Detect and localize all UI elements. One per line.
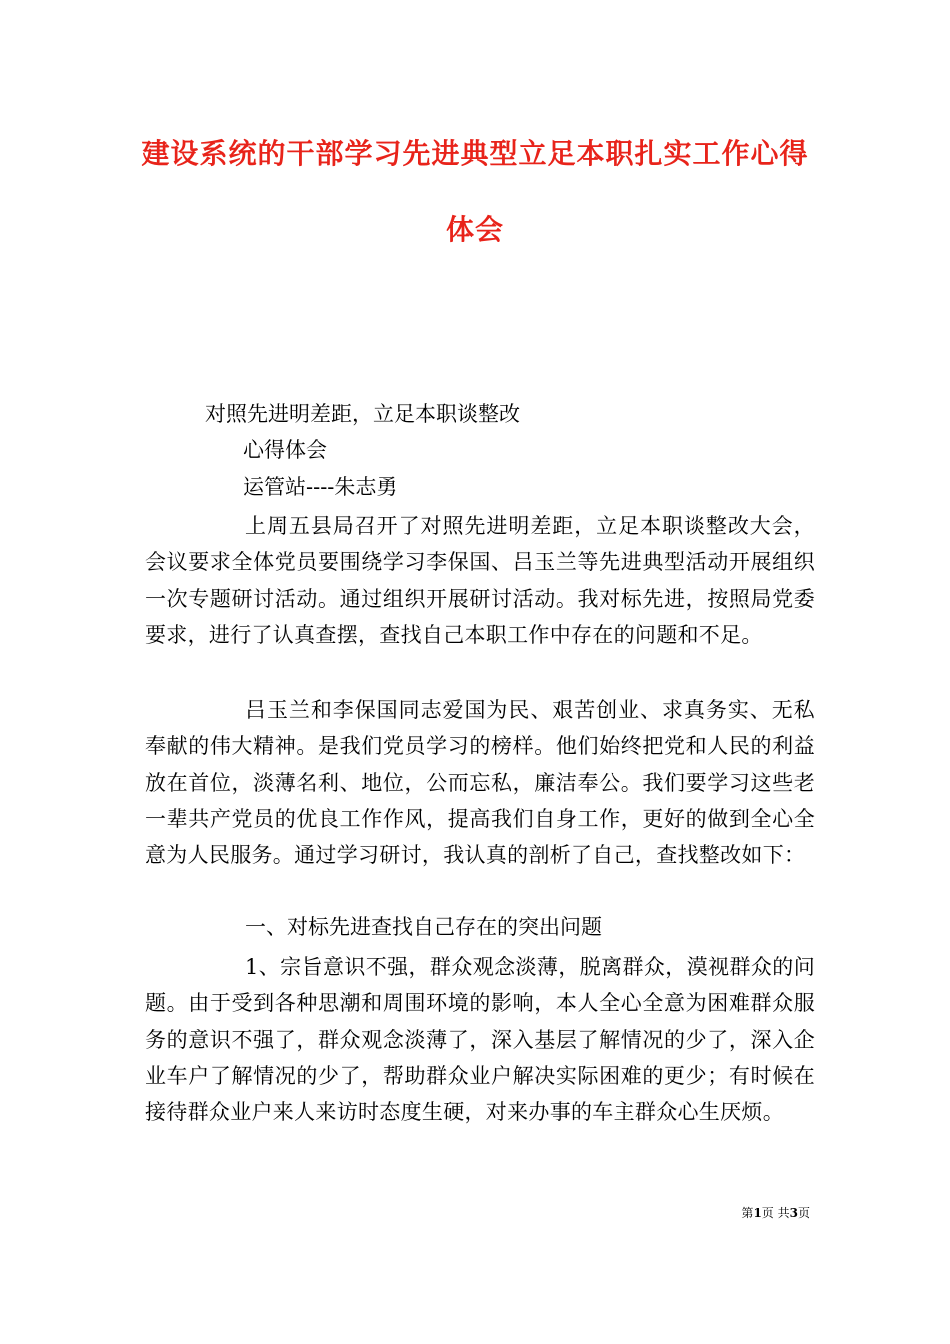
document-title-line-1: 建设系统的干部学习先进典型立足本职扎实工作心得 [141, 137, 809, 170]
paragraph-2: 吕玉兰和李保国同志爱国为民、艰苦创业、求真务实、无私奉献的伟大精神。是我们党员学习的榜样。他们始终把党和人民的利益放在首位，淡薄名利、地位，公而忘私，廉洁奉公。我们要学习这些老一辈共产党员的优良工作作风，提高我们自身工作，更好的做到全心全意为人民服务。通过学习研讨，我认真的剖析了自己，查找整改如下： [145, 698, 815, 868]
paragraph-item-1: 1、宗旨意识不强，群众观念淡薄，脱离群众，漠视群众的问题。由于受到各种思潮和周围环境的影响，本人全心全意为困难群众服务的意识不强了，群众观念淡薄了，深入基层了解情况的少了，深入企业车户了解情况的少了，帮助群众业户解决实际困难的更少；有时候在接待群众业户来人来访时态度生硬，对来办事的车主群众心生厌烦。 [145, 955, 815, 1125]
footer-total-pages: 3 [789, 1206, 798, 1220]
footer-suffix: 页 [797, 1206, 810, 1220]
document-subtitle: 对照先进明差距，立足本职谈整改 [205, 402, 520, 426]
page-footer [700, 1205, 810, 1221]
document-subtitle-2: 心得体会 [243, 438, 327, 462]
document-author: 运管站----朱志勇 [243, 475, 398, 499]
document-title-line-2: 体会 [445, 213, 504, 246]
paragraph-1: 上周五县局召开了对照先进明差距，立足本职谈整改大会，会议要求全体党员要围绕学习李保国、吕玉兰等先进典型活动开展组织一次专题研讨活动。通过组织开展研讨活动。我对标先进，按照局党委要求，进行了认真查摆，查找自己本职工作中存在的问题和不足。 [145, 514, 815, 647]
section-heading: 一、对标先进查找自己存在的突出问题 [245, 915, 602, 939]
footer-current-page: 1 [753, 1206, 762, 1220]
footer-prefix: 第 [741, 1206, 754, 1220]
footer-middle: 页 共 [761, 1206, 790, 1220]
